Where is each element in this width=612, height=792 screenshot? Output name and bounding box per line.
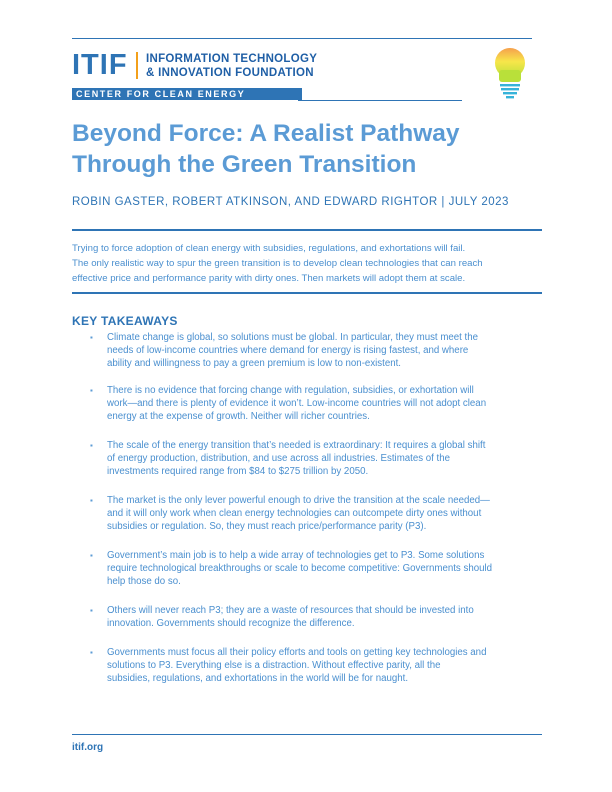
lightbulb-icon	[490, 46, 530, 102]
takeaway-line: needs of low-income countries where demand for energy is rising fastest, and where	[107, 345, 469, 357]
takeaway-text	[107, 549, 492, 589]
takeaway-line: of energy production, distribution, and use across all industries. Estimates of the	[107, 453, 451, 465]
footer-rule	[72, 734, 542, 735]
takeaway-line: energy at the expense of growth. Neither will richer countries.	[107, 411, 370, 423]
takeaway-line: innovation. Governments should recognize the difference.	[107, 618, 355, 630]
report-title	[72, 118, 532, 180]
bullet-icon: ▪	[90, 386, 93, 395]
takeaway-text	[107, 331, 478, 371]
takeaway-text	[107, 646, 486, 686]
takeaway-line: and it will only work when clean energy technologies can outcompete dirty ones without	[107, 508, 482, 520]
bullet-icon: ▪	[90, 606, 93, 615]
takeaway-line: investments required range from $84 to $275 trillion by 2050.	[107, 466, 369, 478]
summary-paragraph	[72, 241, 544, 286]
summary-bottom-rule	[72, 292, 542, 294]
takeaway-line: help those do so.	[107, 576, 181, 588]
summary-line: Trying to force adoption of clean energy with subsidies, regulations, and exhortations will fail.	[72, 243, 466, 254]
takeaway-line: The market is the only lever powerful enough to drive the transition at the scale needed—	[107, 495, 490, 506]
takeaway-line: ability and willingness to pay a green premium is low to non-existent.	[107, 358, 402, 370]
bullet-icon: ▪	[90, 496, 93, 505]
bullet-icon: ▪	[90, 648, 93, 657]
organization-name-line2: & INNOVATION FOUNDATION	[146, 67, 314, 79]
banner-rule	[298, 100, 462, 101]
bullet-icon: ▪	[90, 441, 93, 450]
center-name-banner: CENTER FOR CLEAN ENERGY INNOVATION	[72, 88, 302, 100]
takeaway-line: subsidies or regulation. So, they must reach price/performance parity (P3).	[107, 521, 427, 533]
takeaway-line: subsidies, regulations, and exhortations in the world will be for naught.	[107, 673, 409, 685]
organization-name	[146, 52, 317, 80]
organization-name-line1: INFORMATION TECHNOLOGY	[146, 53, 318, 65]
takeaway-item	[90, 604, 550, 630]
takeaway-line: solutions to P3. Everything else is a distraction. Without effective parity, all the	[107, 660, 441, 672]
itif-logo: ITIF	[72, 49, 128, 81]
logo-separator	[136, 52, 138, 79]
takeaway-line: The scale of the energy transition that’s needed is extraordinary: It requires a global shift	[107, 440, 486, 451]
takeaway-item	[90, 646, 550, 686]
takeaway-item	[90, 494, 550, 534]
takeaway-line: work—and there is plenty of evidence it won’t. Low-income countries will not adopt clean	[107, 398, 487, 410]
takeaway-text	[107, 439, 485, 479]
summary-line: effective price and performance parity with dirty ones. Then markets will adopt them at scale.	[72, 273, 466, 284]
takeaway-text	[107, 604, 474, 630]
takeaway-text	[107, 384, 486, 424]
report-title-line2: Through the Green Transition	[72, 151, 417, 178]
footer-website-link[interactable]: itif.org	[72, 742, 104, 753]
bullet-icon: ▪	[90, 333, 93, 342]
summary-line: The only realistic way to spur the green transition is to develop clean technologies that can reach	[72, 258, 483, 269]
takeaway-item	[90, 439, 550, 479]
header-top-rule	[72, 38, 532, 39]
key-takeaways-heading: KEY TAKEAWAYS	[72, 314, 178, 328]
report-title-line1: Beyond Force: A Realist Pathway	[72, 120, 460, 147]
author-byline: ROBIN GASTER, ROBERT ATKINSON, AND EDWARD RIGHTOR | JULY 2023	[72, 196, 509, 208]
takeaway-line: There is no evidence that forcing change with regulation, subsidies, or exhortation will	[107, 385, 474, 396]
takeaway-line: Governments must focus all their policy efforts and tools on getting key technologies and	[107, 647, 487, 658]
takeaway-line: require technological breakthroughs or scale to become competitive: Governments should	[107, 563, 493, 575]
takeaway-line: Others will never reach P3; they are a waste of resources that should be invested into	[107, 605, 474, 616]
bullet-icon: ▪	[90, 551, 93, 560]
takeaway-item	[90, 384, 550, 424]
takeaway-line: Government’s main job is to help a wide array of technologies get to P3. Some solutions	[107, 550, 485, 561]
takeaway-item	[90, 331, 550, 371]
takeaway-text	[107, 494, 490, 534]
takeaway-line: Climate change is global, so solutions must be global. In particular, they must meet the	[107, 332, 479, 343]
takeaway-item	[90, 549, 550, 589]
summary-top-rule	[72, 229, 542, 231]
